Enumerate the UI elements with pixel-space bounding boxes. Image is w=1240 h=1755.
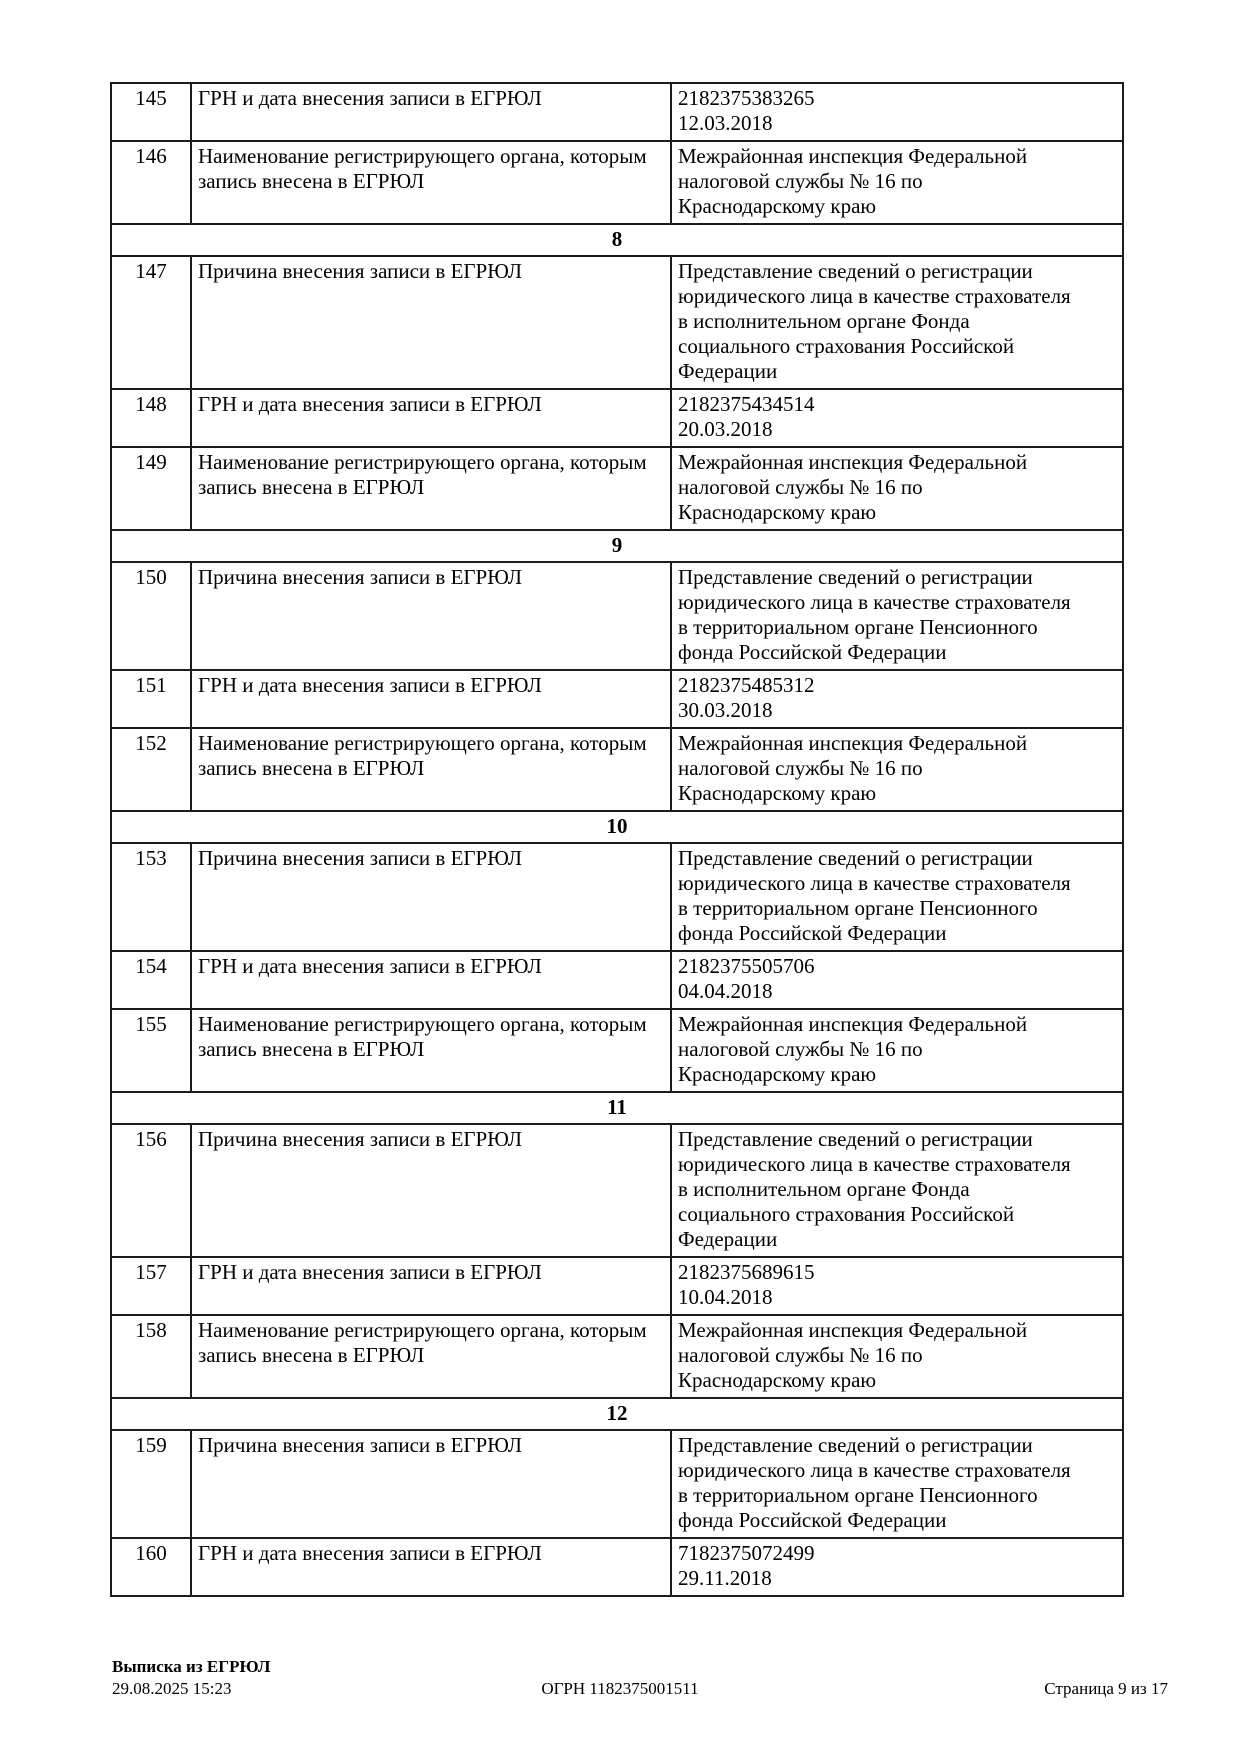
value-line: 12.03.2018 xyxy=(678,111,773,135)
value-line: 20.03.2018 xyxy=(678,417,773,441)
value-line: Краснодарскому краю xyxy=(678,1062,877,1086)
table-row xyxy=(111,389,1123,447)
row-number: 160 xyxy=(111,1538,191,1596)
footer-document-label: Выписка из ЕГРЮЛ xyxy=(112,1657,271,1676)
table-row xyxy=(111,1009,1123,1092)
section-number: 8 xyxy=(111,224,1123,256)
value-line: Представление сведений о регистрации xyxy=(678,565,1033,589)
row-number: 156 xyxy=(111,1124,191,1257)
row-field-label: ГРН и дата внесения записи в ЕГРЮЛ xyxy=(191,1538,671,1596)
value-line: социального страхования Российской xyxy=(678,1202,1015,1226)
value-line: фонда Российской Федерации xyxy=(678,640,947,664)
row-field-label: ГРН и дата внесения записи в ЕГРЮЛ xyxy=(191,389,671,447)
row-number: 155 xyxy=(111,1009,191,1092)
table-row xyxy=(111,256,1123,389)
egrul-records-table xyxy=(110,82,1124,1597)
section-header-row xyxy=(111,811,1123,843)
row-field-label: Причина внесения записи в ЕГРЮЛ xyxy=(191,1124,671,1257)
value-line: в исполнительном органе Фонда xyxy=(678,309,970,333)
row-number: 146 xyxy=(111,141,191,224)
table-row xyxy=(111,951,1123,1009)
row-field-value xyxy=(671,1430,1123,1538)
row-field-label: Наименование регистрирующего органа, которым запись внесена в ЕГРЮЛ xyxy=(191,447,671,530)
row-field-value xyxy=(671,670,1123,728)
value-line: Межрайонная инспекция Федеральной xyxy=(678,1318,1028,1342)
row-number: 147 xyxy=(111,256,191,389)
value-line: в исполнительном органе Фонда xyxy=(678,1177,970,1201)
row-number: 153 xyxy=(111,843,191,951)
row-field-label: ГРН и дата внесения записи в ЕГРЮЛ xyxy=(191,1257,671,1315)
row-field-value xyxy=(671,447,1123,530)
row-field-value xyxy=(671,728,1123,811)
row-field-value xyxy=(671,83,1123,141)
footer-page-indicator: Страница 9 из 17 xyxy=(1044,1679,1168,1698)
section-number: 10 xyxy=(111,811,1123,843)
row-field-value xyxy=(671,1009,1123,1092)
row-number: 148 xyxy=(111,389,191,447)
row-field-label: Причина внесения записи в ЕГРЮЛ xyxy=(191,1430,671,1538)
value-line: фонда Российской Федерации xyxy=(678,1508,947,1532)
value-line: Межрайонная инспекция Федеральной xyxy=(678,144,1028,168)
row-field-value xyxy=(671,1315,1123,1398)
value-line: юридического лица в качестве страхователя xyxy=(678,284,1071,308)
value-line: Краснодарскому краю xyxy=(678,781,877,805)
row-number: 158 xyxy=(111,1315,191,1398)
row-field-label: Наименование регистрирующего органа, которым запись внесена в ЕГРЮЛ xyxy=(191,728,671,811)
section-header-row xyxy=(111,224,1123,256)
value-line: 30.03.2018 xyxy=(678,698,773,722)
footer-datetime: 29.08.2025 15:23 xyxy=(112,1679,232,1698)
value-line: 29.11.2018 xyxy=(678,1566,772,1590)
row-number: 154 xyxy=(111,951,191,1009)
row-field-label: ГРН и дата внесения записи в ЕГРЮЛ xyxy=(191,83,671,141)
table-row xyxy=(111,1257,1123,1315)
row-field-label: Наименование регистрирующего органа, которым запись внесена в ЕГРЮЛ xyxy=(191,1009,671,1092)
value-line: Межрайонная инспекция Федеральной xyxy=(678,731,1028,755)
section-header-row xyxy=(111,530,1123,562)
value-line: в территориальном органе Пенсионного xyxy=(678,1483,1038,1507)
value-line: Представление сведений о регистрации xyxy=(678,1433,1033,1457)
table-row xyxy=(111,562,1123,670)
value-line: 2182375485312 xyxy=(678,673,815,697)
row-field-value xyxy=(671,951,1123,1009)
value-line: 2182375383265 xyxy=(678,86,815,110)
value-line: Краснодарскому краю xyxy=(678,1368,877,1392)
table-row xyxy=(111,141,1123,224)
row-field-value xyxy=(671,1538,1123,1596)
row-field-value xyxy=(671,389,1123,447)
value-line: 2182375689615 xyxy=(678,1260,815,1284)
value-line: фонда Российской Федерации xyxy=(678,921,947,945)
table-row xyxy=(111,728,1123,811)
row-field-label: Причина внесения записи в ЕГРЮЛ xyxy=(191,256,671,389)
value-line: Представление сведений о регистрации xyxy=(678,846,1033,870)
value-line: юридического лица в качестве страхователя xyxy=(678,871,1071,895)
row-number: 150 xyxy=(111,562,191,670)
row-field-value xyxy=(671,562,1123,670)
value-line: юридического лица в качестве страхователя xyxy=(678,590,1071,614)
section-header-row xyxy=(111,1092,1123,1124)
table-row xyxy=(111,670,1123,728)
row-field-label: Причина внесения записи в ЕГРЮЛ xyxy=(191,562,671,670)
row-field-value xyxy=(671,256,1123,389)
row-field-label: Наименование регистрирующего органа, которым запись внесена в ЕГРЮЛ xyxy=(191,1315,671,1398)
row-field-value xyxy=(671,843,1123,951)
section-header-row xyxy=(111,1398,1123,1430)
row-number: 152 xyxy=(111,728,191,811)
value-line: Межрайонная инспекция Федеральной xyxy=(678,450,1028,474)
row-field-value xyxy=(671,1257,1123,1315)
row-number: 157 xyxy=(111,1257,191,1315)
value-line: в территориальном органе Пенсионного xyxy=(678,615,1038,639)
value-line: налоговой службы № 16 по xyxy=(678,169,923,193)
row-number: 151 xyxy=(111,670,191,728)
row-field-label: Причина внесения записи в ЕГРЮЛ xyxy=(191,843,671,951)
value-line: юридического лица в качестве страхователя xyxy=(678,1458,1071,1482)
value-line: Федерации xyxy=(678,359,778,383)
table-row xyxy=(111,83,1123,141)
row-number: 159 xyxy=(111,1430,191,1538)
egrul-records-table-body xyxy=(111,83,1123,1596)
row-number: 149 xyxy=(111,447,191,530)
value-line: Федерации xyxy=(678,1227,778,1251)
section-number: 9 xyxy=(111,530,1123,562)
table-row xyxy=(111,447,1123,530)
value-line: налоговой службы № 16 по xyxy=(678,756,923,780)
value-line: в территориальном органе Пенсионного xyxy=(678,896,1038,920)
value-line: 2182375434514 xyxy=(678,392,815,416)
table-row xyxy=(111,1538,1123,1596)
value-line: налоговой службы № 16 по xyxy=(678,1343,923,1367)
value-line: Представление сведений о регистрации xyxy=(678,1127,1033,1151)
row-field-label: Наименование регистрирующего органа, которым запись внесена в ЕГРЮЛ xyxy=(191,141,671,224)
section-number: 11 xyxy=(111,1092,1123,1124)
value-line: социального страхования Российской xyxy=(678,334,1015,358)
value-line: налоговой службы № 16 по xyxy=(678,475,923,499)
table-row xyxy=(111,1124,1123,1257)
table-row xyxy=(111,843,1123,951)
value-line: 10.04.2018 xyxy=(678,1285,773,1309)
row-field-value xyxy=(671,1124,1123,1257)
section-number: 12 xyxy=(111,1398,1123,1430)
value-line: Краснодарскому краю xyxy=(678,194,877,218)
value-line: юридического лица в качестве страхователя xyxy=(678,1152,1071,1176)
table-row xyxy=(111,1315,1123,1398)
value-line: Представление сведений о регистрации xyxy=(678,259,1033,283)
value-line: налоговой службы № 16 по xyxy=(678,1037,923,1061)
value-line: 7182375072499 xyxy=(678,1541,815,1565)
table-row xyxy=(111,1430,1123,1538)
value-line: 04.04.2018 xyxy=(678,979,773,1003)
row-number: 145 xyxy=(111,83,191,141)
value-line: Межрайонная инспекция Федеральной xyxy=(678,1012,1028,1036)
row-field-value xyxy=(671,141,1123,224)
row-field-label: ГРН и дата внесения записи в ЕГРЮЛ xyxy=(191,670,671,728)
value-line: 2182375505706 xyxy=(678,954,815,978)
value-line: Краснодарскому краю xyxy=(678,500,877,524)
row-field-label: ГРН и дата внесения записи в ЕГРЮЛ xyxy=(191,951,671,1009)
footer-ogrn: ОГРН 1182375001511 xyxy=(541,1679,699,1698)
